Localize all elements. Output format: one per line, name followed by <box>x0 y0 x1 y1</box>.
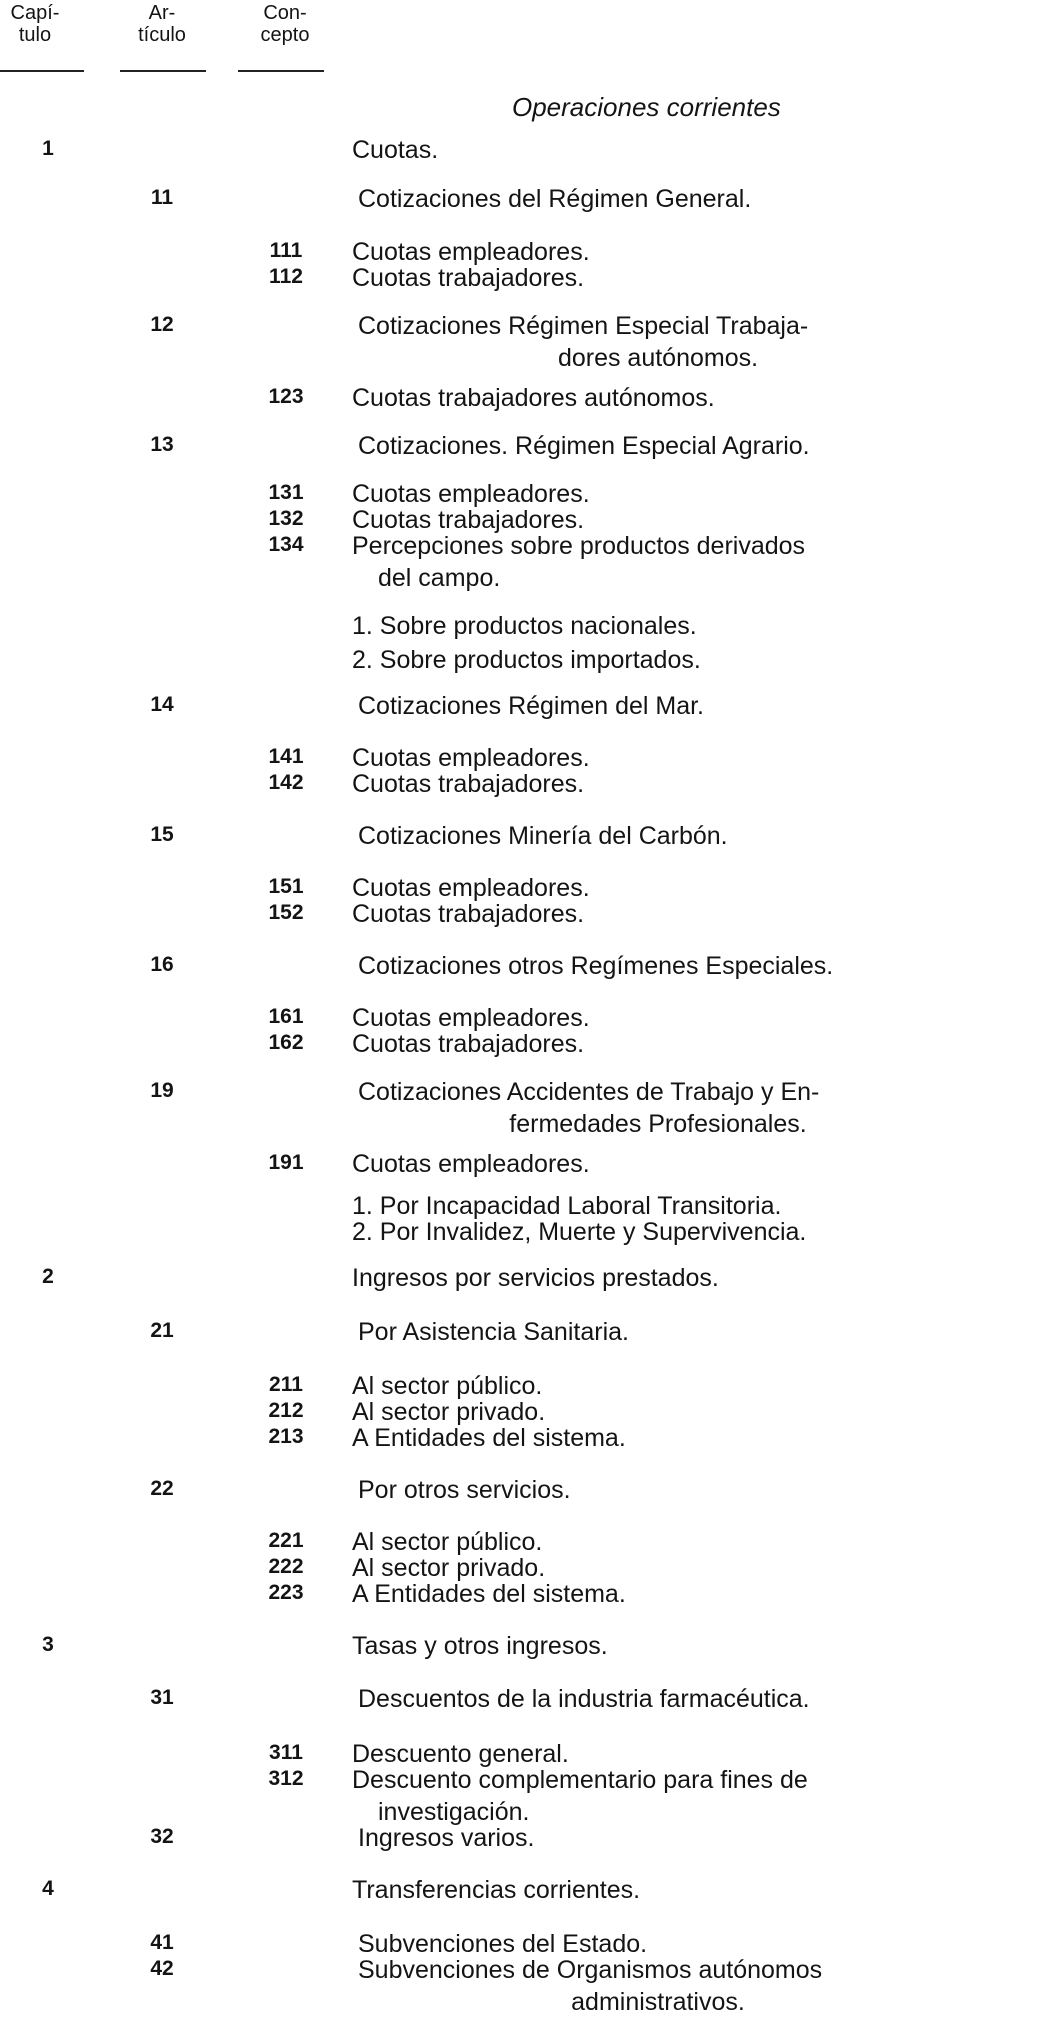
description-line: 2. Sobre productos importados. <box>352 646 701 674</box>
description-line: Descuento complementario para fines de <box>352 1766 808 1794</box>
concepto-code: 141 <box>268 745 304 768</box>
description-line: Cuotas trabajadores. <box>352 770 585 798</box>
description-line: Cotizaciones Régimen Especial Trabaja- <box>358 312 809 340</box>
concepto-code: 161 <box>268 1005 304 1028</box>
description-line: Cotizaciones Minería del Carbón. <box>358 822 728 850</box>
description-line: Cuotas empleadores. <box>352 874 590 902</box>
concepto-code: 223 <box>268 1581 304 1604</box>
header-concepto-label: Con- cepto <box>260 2 310 46</box>
articulo-code: 12 <box>150 313 174 336</box>
description-line: Cuotas empleadores. <box>352 1150 590 1178</box>
row-description <box>358 310 1034 374</box>
header-articulo <box>112 2 212 46</box>
description-line: Transferencias corrientes. <box>352 1876 641 1904</box>
description-line: Subvenciones del Estado. <box>358 1930 648 1958</box>
concepto-code: 221 <box>268 1529 304 1552</box>
description-line: Cotizaciones del Régimen General. <box>358 185 752 213</box>
row-description <box>352 1422 1032 1454</box>
concepto-code: 222 <box>268 1555 304 1578</box>
concepto-code: 142 <box>268 771 304 794</box>
description-line: 1. Sobre productos nacionales. <box>352 612 697 640</box>
row-description <box>358 1316 1034 1348</box>
row-description <box>358 950 1034 982</box>
articulo-code: 32 <box>150 1825 174 1848</box>
description-line: 2. Por Invalidez, Muerte y Supervivencia. <box>352 1218 807 1246</box>
description-line: Cotizaciones. Régimen Especial Agrario. <box>358 432 810 460</box>
row-description <box>352 1764 1032 1828</box>
articulo-code: 16 <box>150 953 174 976</box>
articulo-code: 31 <box>150 1686 174 1709</box>
concepto-code: 134 <box>268 533 304 556</box>
concepto-code: 212 <box>268 1399 304 1422</box>
articulo-code: 22 <box>150 1477 174 1500</box>
header-articulo-label: Ar- tículo <box>138 2 186 46</box>
description-line: A Entidades del sistema. <box>352 1424 626 1452</box>
description-line: Cotizaciones otros Regímenes Especiales. <box>358 952 834 980</box>
description-line: Ingresos por servicios prestados. <box>352 1264 719 1292</box>
concepto-code: 213 <box>268 1425 304 1448</box>
concepto-code: 311 <box>269 1741 303 1764</box>
capitulo-code: 1 <box>42 137 54 160</box>
description-line: Cotizaciones Accidentes de Trabajo y En- <box>358 1078 820 1106</box>
concepto-code: 131 <box>268 481 304 504</box>
description-line: Cuotas trabajadores. <box>352 1030 585 1058</box>
row-description <box>358 1683 1034 1715</box>
header-rule-concepto <box>238 70 324 72</box>
row-description <box>358 430 1034 462</box>
row-description <box>352 1216 1032 1248</box>
capitulo-code: 3 <box>42 1633 54 1656</box>
description-continuation: fermedades Profesionales. <box>509 1110 807 1138</box>
row-description <box>352 134 1032 166</box>
row-description <box>352 530 1032 594</box>
description-line: Cuotas empleadores. <box>352 744 590 772</box>
row-description <box>352 1578 1032 1610</box>
description-line: Cuotas trabajadores autónomos. <box>352 384 715 412</box>
row-description <box>358 1474 1034 1506</box>
row-description <box>358 1822 1034 1854</box>
description-continuation: del campo. <box>378 564 501 592</box>
capitulo-code: 2 <box>42 1265 54 1288</box>
row-description <box>352 1874 1032 1906</box>
concepto-code: 162 <box>268 1031 304 1054</box>
description-line: Cuotas trabajadores. <box>352 264 585 292</box>
articulo-code: 11 <box>150 186 174 209</box>
row-description <box>358 1954 1034 2018</box>
row-description <box>358 690 1034 722</box>
header-capitulo-label: Capí- tulo <box>10 2 60 46</box>
description-line: Cuotas trabajadores. <box>352 900 585 928</box>
description-line: Al sector privado. <box>352 1398 546 1426</box>
concepto-code: 123 <box>268 385 304 408</box>
articulo-code: 15 <box>150 823 174 846</box>
row-description <box>352 1262 1032 1294</box>
header-capitulo <box>0 2 70 46</box>
row-description <box>352 1148 1032 1180</box>
concepto-code: 111 <box>269 239 303 262</box>
concepto-code: 191 <box>268 1151 304 1174</box>
description-line: Cuotas empleadores. <box>352 1004 590 1032</box>
header-rule-articulo <box>120 70 206 72</box>
description-line: Al sector público. <box>352 1372 543 1400</box>
description-line: Subvenciones de Organismos autónomos <box>358 1956 823 1984</box>
description-line: Al sector público. <box>352 1528 543 1556</box>
description-line: Cuotas empleadores. <box>352 238 590 266</box>
section-title: Operaciones corrientes <box>512 92 781 122</box>
description-line: Por otros servicios. <box>358 1476 571 1504</box>
description-line: Por Asistencia Sanitaria. <box>358 1318 629 1346</box>
articulo-code: 41 <box>150 1931 174 1954</box>
row-description <box>352 610 1032 642</box>
concepto-code: 152 <box>268 901 304 924</box>
articulo-code: 21 <box>150 1319 174 1342</box>
description-continuation: administrativos. <box>571 1988 745 2016</box>
description-line: A Entidades del sistema. <box>352 1580 626 1608</box>
concepto-code: 112 <box>269 265 303 288</box>
description-line: Descuentos de la industria farmacéutica. <box>358 1685 810 1713</box>
articulo-code: 13 <box>150 433 174 456</box>
capitulo-code: 4 <box>42 1877 54 1900</box>
articulo-code: 42 <box>150 1957 174 1980</box>
description-line: Descuento general. <box>352 1740 569 1768</box>
description-line: 1. Por Incapacidad Laboral Transitoria. <box>352 1192 782 1220</box>
header-concepto <box>240 2 330 46</box>
row-description <box>358 183 1034 215</box>
concepto-code: 132 <box>268 507 304 530</box>
concepto-code: 211 <box>269 1373 303 1396</box>
row-description <box>352 382 1032 414</box>
description-line: Cuotas empleadores. <box>352 480 590 508</box>
row-description <box>358 820 1034 852</box>
row-description <box>352 768 1032 800</box>
description-line: Tasas y otros ingresos. <box>352 1632 608 1660</box>
row-description <box>352 262 1032 294</box>
description-line: Percepciones sobre productos derivados <box>352 532 806 560</box>
description-continuation: investigación. <box>378 1798 530 1826</box>
header-rule-capitulo <box>0 70 84 72</box>
concepto-code: 151 <box>268 875 304 898</box>
description-continuation: dores autónomos. <box>557 344 759 372</box>
row-description <box>358 1076 1034 1140</box>
articulo-code: 14 <box>150 693 174 716</box>
row-description <box>352 1028 1032 1060</box>
description-line: Cuotas. <box>352 136 439 164</box>
description-line: Al sector privado. <box>352 1554 546 1582</box>
row-description <box>352 1630 1032 1662</box>
articulo-code: 19 <box>150 1079 174 1102</box>
description-line: Cotizaciones Régimen del Mar. <box>358 692 704 720</box>
row-description <box>352 898 1032 930</box>
description-line: Cuotas trabajadores. <box>352 506 585 534</box>
concepto-code: 312 <box>268 1767 304 1790</box>
row-description <box>352 644 1032 676</box>
description-line: Ingresos varios. <box>358 1824 535 1852</box>
